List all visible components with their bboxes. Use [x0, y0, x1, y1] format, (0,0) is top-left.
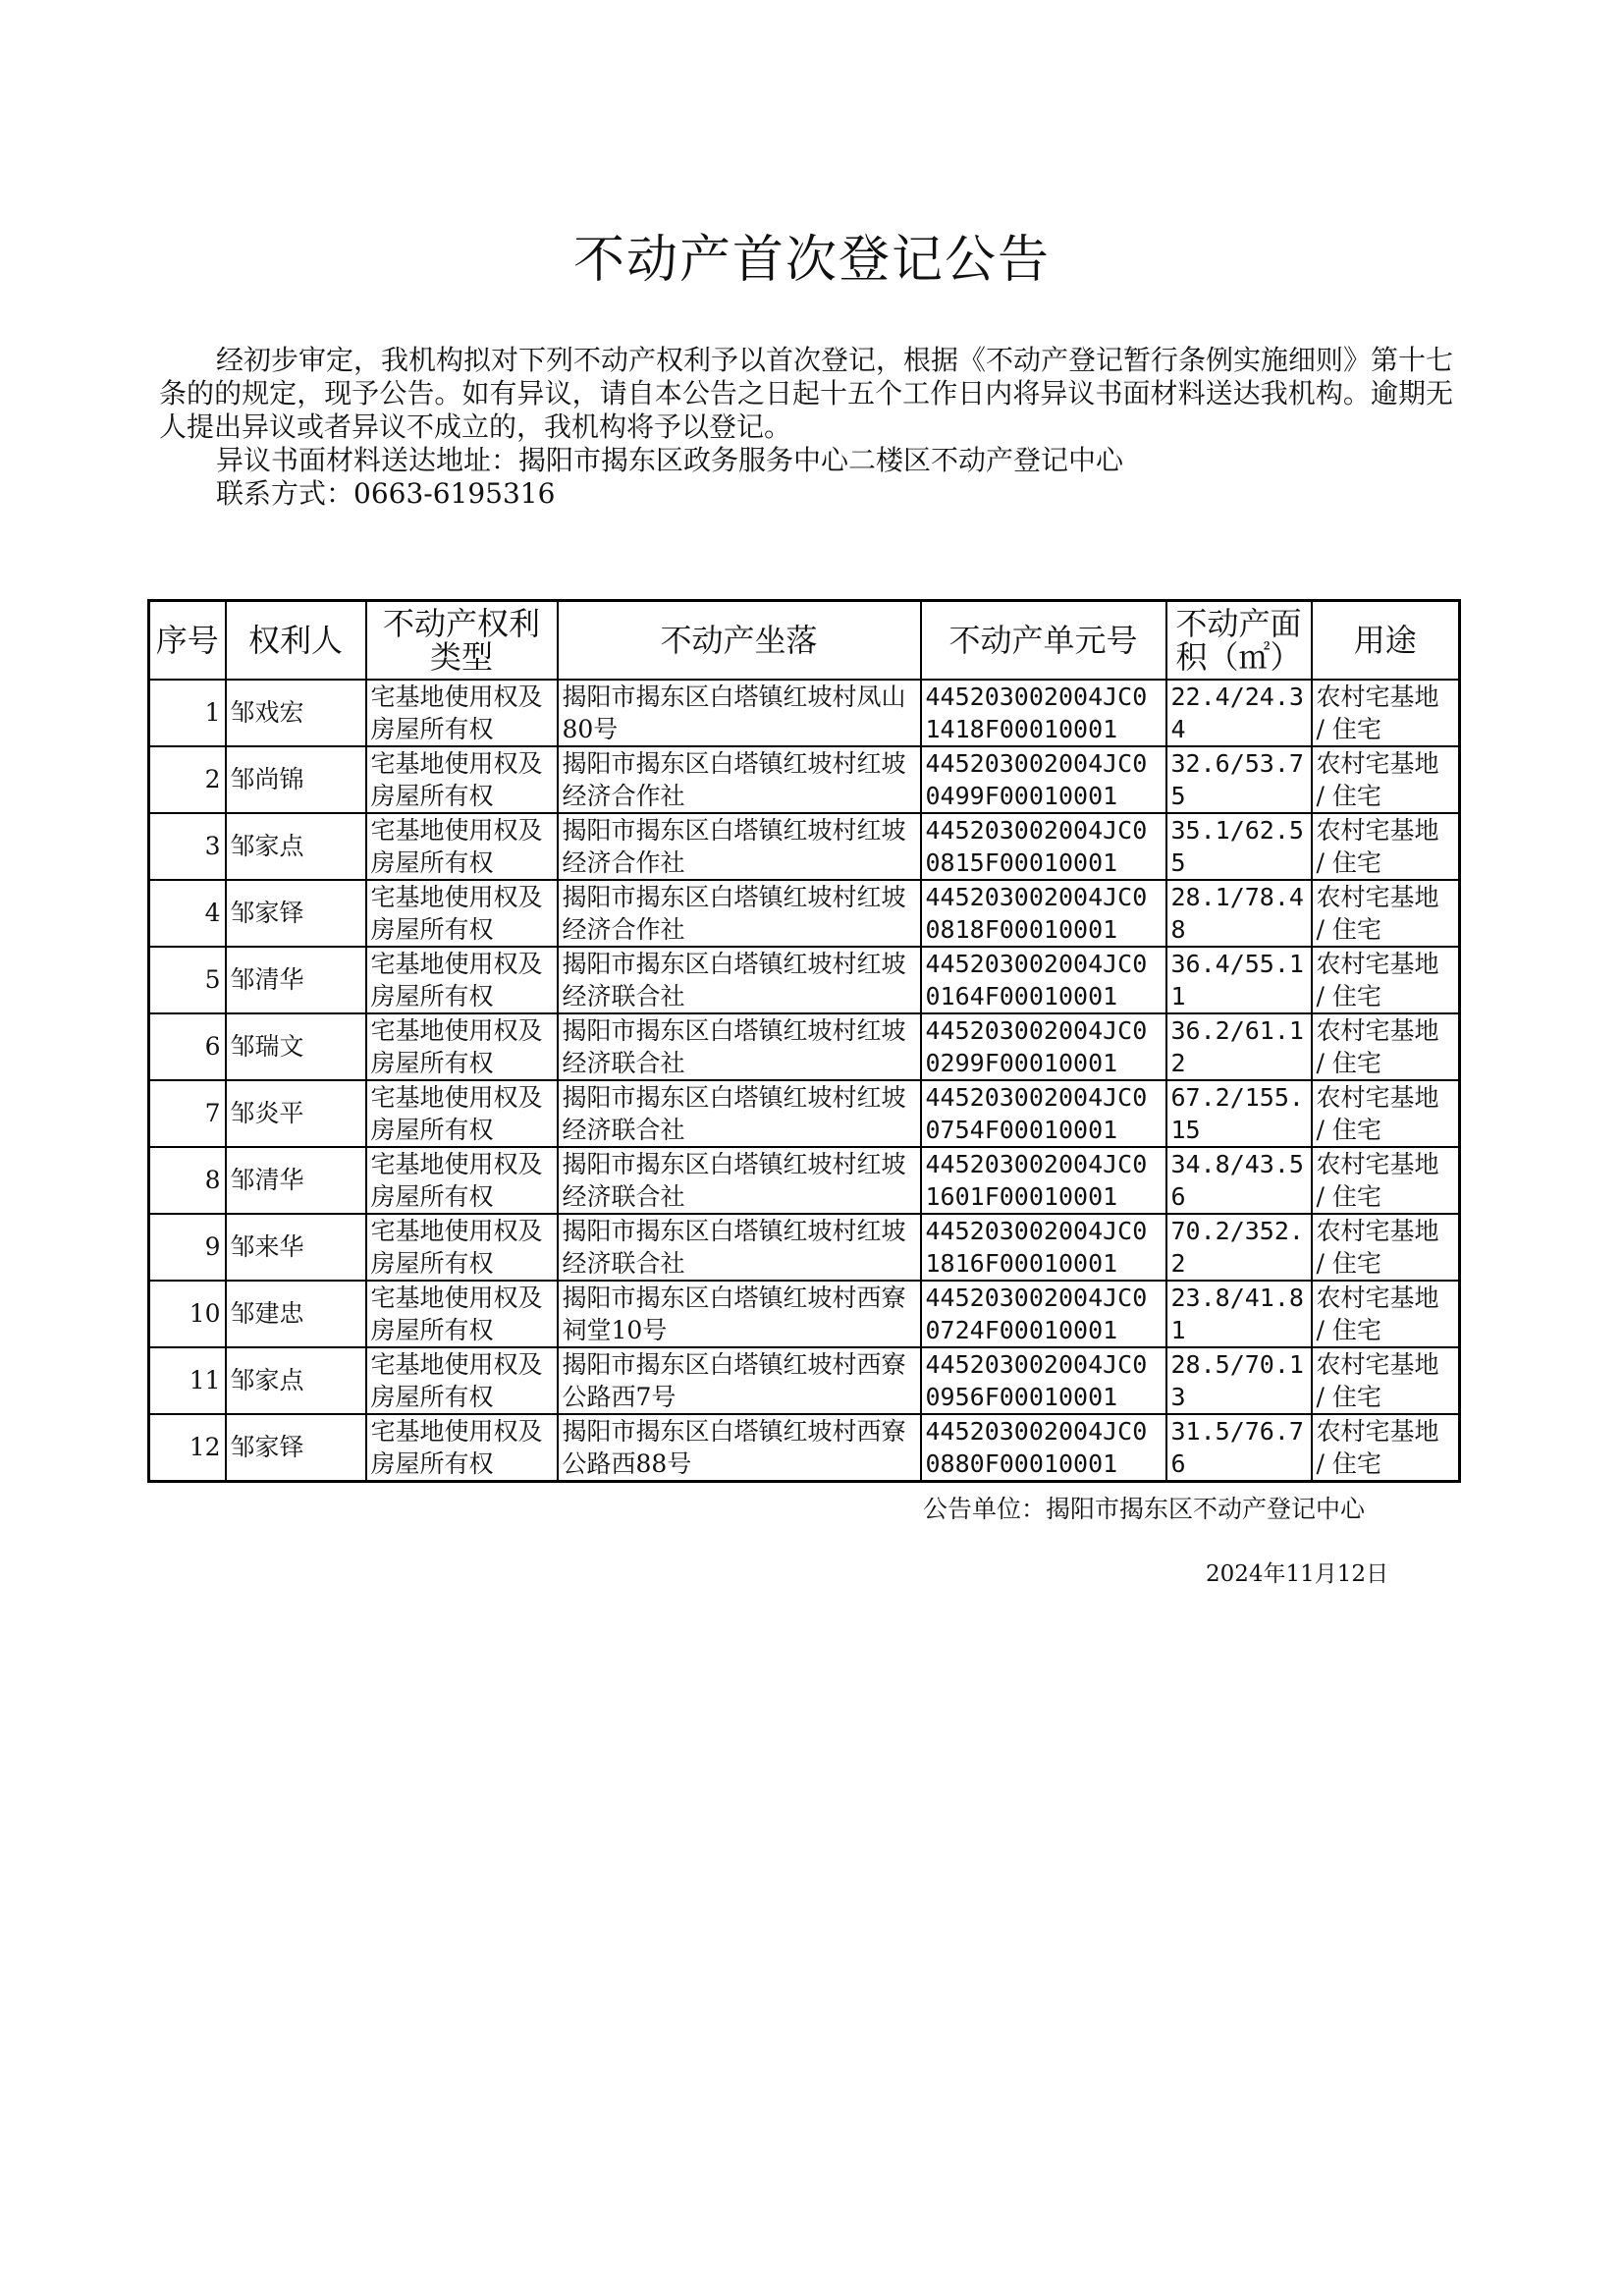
row-seq: 4 [149, 880, 226, 947]
row-use: 农村宅基地 / 住宅 [1312, 680, 1460, 746]
row-right-type: 宅基地使用权及房屋所有权 [366, 880, 558, 947]
row-holder: 邹炎平 [226, 1080, 366, 1147]
intro-block [159, 344, 1453, 511]
row-unit-number: 445203002004JC01418F00010001 [921, 680, 1166, 746]
row-location: 揭阳市揭东区白塔镇红坡村红坡经济合作社 [558, 746, 921, 813]
table-row [149, 1147, 1460, 1214]
row-location: 揭阳市揭东区白塔镇红坡村红坡经济联合社 [558, 1214, 921, 1281]
row-location: 揭阳市揭东区白塔镇红坡村红坡经济合作社 [558, 813, 921, 880]
header-unit-number: 不动产单元号 [921, 601, 1166, 680]
table-row [149, 1347, 1460, 1414]
table-row [149, 1013, 1460, 1080]
row-use: 农村宅基地 / 住宅 [1312, 1214, 1460, 1281]
table-body [149, 680, 1460, 1482]
table-row [149, 1080, 1460, 1147]
row-unit-number: 445203002004JC00815F00010001 [921, 813, 1166, 880]
objection-address: 异议书面材料送达地址：揭阳市揭东区政务服务中心二楼区不动产登记中心 [216, 444, 1124, 476]
table-row [149, 1414, 1460, 1482]
row-location: 揭阳市揭东区白塔镇红坡村红坡经济联合社 [558, 1080, 921, 1147]
row-holder: 邹清华 [226, 1147, 366, 1214]
row-unit-number: 445203002004JC00956F00010001 [921, 1347, 1166, 1414]
row-right-type: 宅基地使用权及房屋所有权 [366, 1147, 558, 1214]
intro-paragraph: 经初步审定，我机构拟对下列不动产权利予以首次登记，根据《不动产登记暂行条例实施细则》第十七条的的规定，现予公告。如有异议，请自本公告之日起十五个工作日内将异议书面材料送达我机构。逾期无人提出异议或者异议不成立的，我机构将予以登记。 [159, 344, 1454, 443]
row-use: 农村宅基地 / 住宅 [1312, 1013, 1460, 1080]
issuer: 公告单位：揭阳市揭东区不动产登记中心 [923, 1495, 1366, 1523]
row-area: 23.8/41.81 [1166, 1281, 1312, 1347]
row-right-type: 宅基地使用权及房屋所有权 [366, 813, 558, 880]
row-location: 揭阳市揭东区白塔镇红坡村凤山80号 [558, 680, 921, 746]
row-holder: 邹家点 [226, 1347, 366, 1414]
row-area: 31.5/76.76 [1166, 1414, 1312, 1482]
row-area: 32.6/53.75 [1166, 746, 1312, 813]
row-seq: 3 [149, 813, 226, 880]
row-area: 34.8/43.56 [1166, 1147, 1312, 1214]
row-seq: 1 [149, 680, 226, 746]
row-right-type: 宅基地使用权及房屋所有权 [366, 680, 558, 746]
row-holder: 邹戏宏 [226, 680, 366, 746]
row-use: 农村宅基地 / 住宅 [1312, 1414, 1460, 1482]
row-location: 揭阳市揭东区白塔镇红坡村西寮公路西7号 [558, 1347, 921, 1414]
table-row [149, 680, 1460, 746]
row-area: 28.5/70.13 [1166, 1347, 1312, 1414]
table-header-row [149, 601, 1460, 680]
row-use: 农村宅基地 / 住宅 [1312, 1080, 1460, 1147]
row-holder: 邹瑞文 [226, 1013, 366, 1080]
row-unit-number: 445203002004JC00164F00010001 [921, 947, 1166, 1013]
row-area: 22.4/24.34 [1166, 680, 1312, 746]
row-area: 36.4/55.11 [1166, 947, 1312, 1013]
row-seq: 2 [149, 746, 226, 813]
row-unit-number: 445203002004JC00818F00010001 [921, 880, 1166, 947]
row-seq: 11 [149, 1347, 226, 1414]
row-seq: 10 [149, 1281, 226, 1347]
row-use: 农村宅基地 / 住宅 [1312, 746, 1460, 813]
row-right-type: 宅基地使用权及房屋所有权 [366, 1214, 558, 1281]
row-seq: 12 [149, 1414, 226, 1482]
row-location: 揭阳市揭东区白塔镇红坡村红坡经济合作社 [558, 880, 921, 947]
table-row [149, 813, 1460, 880]
row-use: 农村宅基地 / 住宅 [1312, 1281, 1460, 1347]
row-unit-number: 445203002004JC00880F00010001 [921, 1414, 1166, 1482]
row-seq: 9 [149, 1214, 226, 1281]
row-unit-number: 445203002004JC00754F00010001 [921, 1080, 1166, 1147]
table-row [149, 947, 1460, 1013]
row-location: 揭阳市揭东区白塔镇红坡村西寮祠堂10号 [558, 1281, 921, 1347]
row-holder: 邹尚锦 [226, 746, 366, 813]
row-area: 70.2/352.2 [1166, 1214, 1312, 1281]
row-holder: 邹家铎 [226, 1414, 366, 1482]
row-location: 揭阳市揭东区白塔镇红坡村红坡经济联合社 [558, 1147, 921, 1214]
row-area: 35.1/62.55 [1166, 813, 1312, 880]
header-seq: 序号 [149, 601, 226, 680]
row-seq: 6 [149, 1013, 226, 1080]
row-area: 36.2/61.12 [1166, 1013, 1312, 1080]
table-row [149, 746, 1460, 813]
row-holder: 邹清华 [226, 947, 366, 1013]
header-area: 不动产面积（㎡） [1166, 601, 1312, 680]
row-seq: 8 [149, 1147, 226, 1214]
row-use: 农村宅基地 / 住宅 [1312, 947, 1460, 1013]
row-location: 揭阳市揭东区白塔镇红坡村西寮公路西88号 [558, 1414, 921, 1482]
row-holder: 邹家铎 [226, 880, 366, 947]
row-right-type: 宅基地使用权及房屋所有权 [366, 947, 558, 1013]
header-location: 不动产坐落 [558, 601, 921, 680]
row-use: 农村宅基地 / 住宅 [1312, 1147, 1460, 1214]
row-right-type: 宅基地使用权及房屋所有权 [366, 746, 558, 813]
row-right-type: 宅基地使用权及房屋所有权 [366, 1281, 558, 1347]
row-unit-number: 445203002004JC00299F00010001 [921, 1013, 1166, 1080]
contact-info: 联系方式：0663-6195316 [216, 477, 556, 510]
row-seq: 5 [149, 947, 226, 1013]
row-location: 揭阳市揭东区白塔镇红坡村红坡经济联合社 [558, 1013, 921, 1080]
row-location: 揭阳市揭东区白塔镇红坡村红坡经济联合社 [558, 947, 921, 1013]
row-unit-number: 445203002004JC00499F00010001 [921, 746, 1166, 813]
row-use: 农村宅基地 / 住宅 [1312, 880, 1460, 947]
row-right-type: 宅基地使用权及房屋所有权 [366, 1414, 558, 1482]
issue-date: 2024年11月12日 [1206, 1561, 1389, 1587]
row-right-type: 宅基地使用权及房屋所有权 [366, 1080, 558, 1147]
row-unit-number: 445203002004JC00724F00010001 [921, 1281, 1166, 1347]
header-holder: 权利人 [226, 601, 366, 680]
header-right-type: 不动产权利类型 [366, 601, 558, 680]
table-row [149, 880, 1460, 947]
table-row [149, 1214, 1460, 1281]
row-holder: 邹来华 [226, 1214, 366, 1281]
document-title: 不动产首次登记公告 [572, 231, 1051, 290]
table-row [149, 1281, 1460, 1347]
row-unit-number: 445203002004JC01601F00010001 [921, 1147, 1166, 1214]
row-right-type: 宅基地使用权及房屋所有权 [366, 1347, 558, 1414]
row-holder: 邹建忠 [226, 1281, 366, 1347]
row-area: 28.1/78.48 [1166, 880, 1312, 947]
row-seq: 7 [149, 1080, 226, 1147]
header-use: 用途 [1312, 601, 1460, 680]
row-use: 农村宅基地 / 住宅 [1312, 1347, 1460, 1414]
row-area: 67.2/155.15 [1166, 1080, 1312, 1147]
row-use: 农村宅基地 / 住宅 [1312, 813, 1460, 880]
registration-table [147, 599, 1461, 1483]
row-holder: 邹家点 [226, 813, 366, 880]
row-right-type: 宅基地使用权及房屋所有权 [366, 1013, 558, 1080]
row-unit-number: 445203002004JC01816F00010001 [921, 1214, 1166, 1281]
